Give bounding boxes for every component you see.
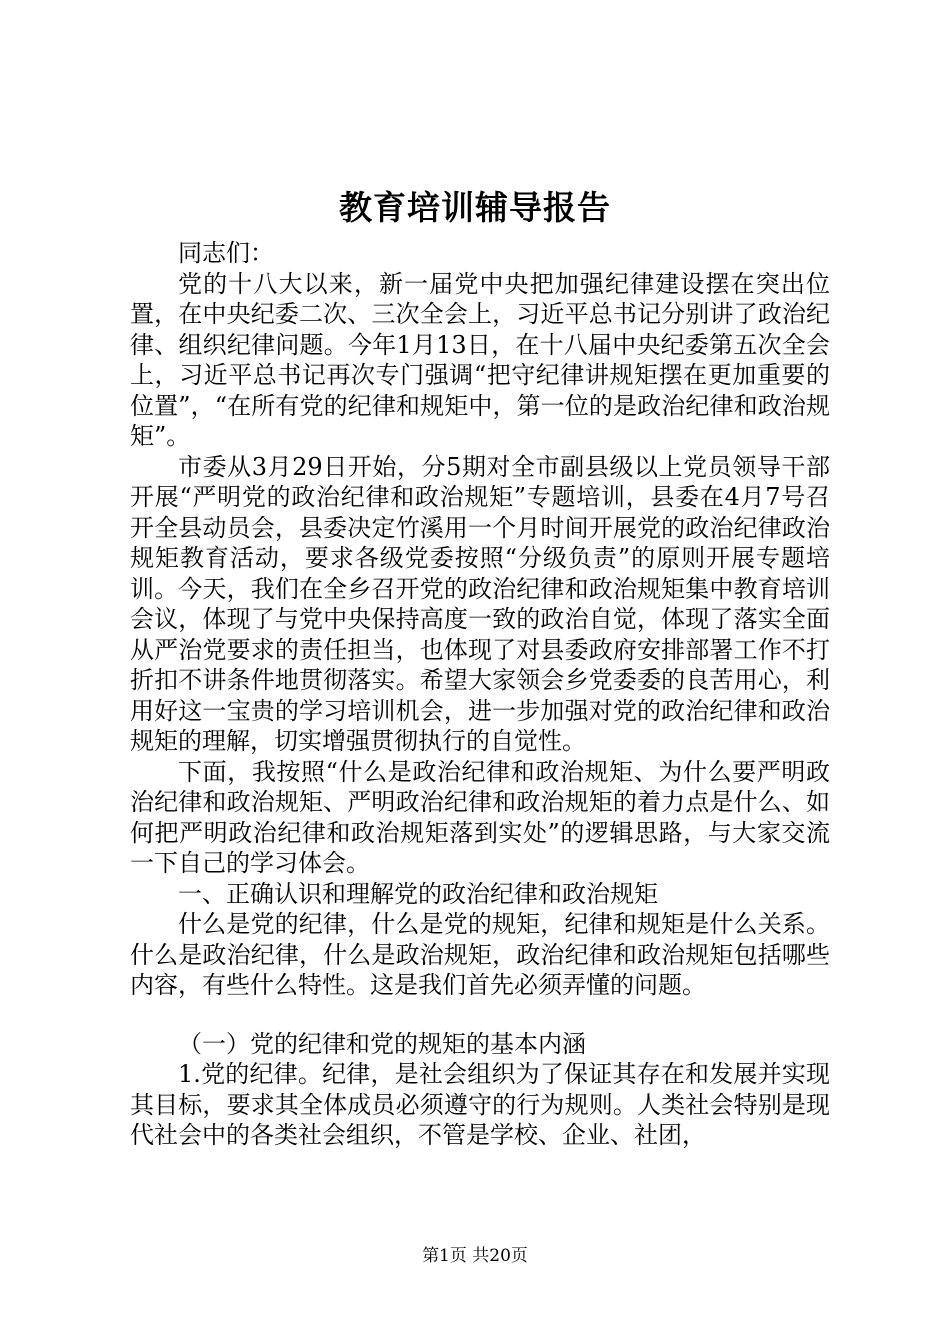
document-title: 教育培训辅导报告 bbox=[339, 188, 611, 227]
body-paragraph: 什么是党的纪律，什么是党的规矩，纪律和规矩是什么关系。什么是政治纪律，什么是政治规矩，政治纪律和政治规矩包括哪些内容，有些什么特性。这是我们首先必须弄懂的问题。 bbox=[130, 910, 830, 999]
body-paragraph: 市委从3月29日开始，分5期对全市副县级以上党员领导干部开展“严明党的政治纪律和政治规矩”专题培训，县委在4月7号召开全县动员会，县委决定竹溪用一个月时间开展党的政治纪律政治规矩教育活动，要求各级党委按照“分级负责”的原则开展专题培训。今天，我们在全乡召开党的政治纪律和政治规矩集中教育培训会议，体现了与党中央保持高度一致的政治自觉，体现了落实全面从严治党要求的责任担当，也体现了对县委政府安排部署工作不打折扣不讲条件地贯彻落实。希望大家领会乡党委委的良苦用心，利用好这一宝贵的学习培训机会，进一步加强对党的政治纪律和政治规矩的理解，切实增强贯彻执行的自觉性。 bbox=[130, 452, 830, 755]
salutation-paragraph: 同志们： bbox=[178, 239, 274, 267]
subsection-heading: （一）党的纪律和党的规矩的基本内涵 bbox=[178, 1029, 586, 1058]
body-paragraph: 1.党的纪律。纪律，是社会组织为了保证其存在和发展并实现其目标，要求其全体成员必须遵守的行为规则。人类社会特别是现代社会中的各类社会组织，不管是学校、企业、社团， bbox=[130, 1060, 830, 1149]
page-footer: 第1页 共20页 bbox=[422, 1246, 528, 1266]
body-paragraph: 党的十八大以来，新一届党中央把加强纪律建设摆在突出位置，在中央纪委二次、三次全会上，习近平总书记分别讲了政治纪律、组织纪律问题。今年1月13日，在十八届中央纪委第五次全会上，习近平总书记再次专门强调“把守纪律讲规矩摆在更加重要的位置”，“在所有党的纪律和规矩中，第一位的是政治纪律和政治规矩”。 bbox=[130, 269, 830, 450]
document-body bbox=[130, 238, 830, 1151]
section-heading: 一、正确认识和理解党的政治纪律和政治规矩 bbox=[178, 879, 658, 908]
body-paragraph: 下面，我按照“什么是政治纪律和政治规矩、为什么要严明政治纪律和政治规矩、严明政治纪律和政治规矩的着力点是什么、如何把严明政治纪律和政治规矩落到实处”的逻辑思路，与大家交流一下自己的学习体会。 bbox=[130, 757, 830, 877]
